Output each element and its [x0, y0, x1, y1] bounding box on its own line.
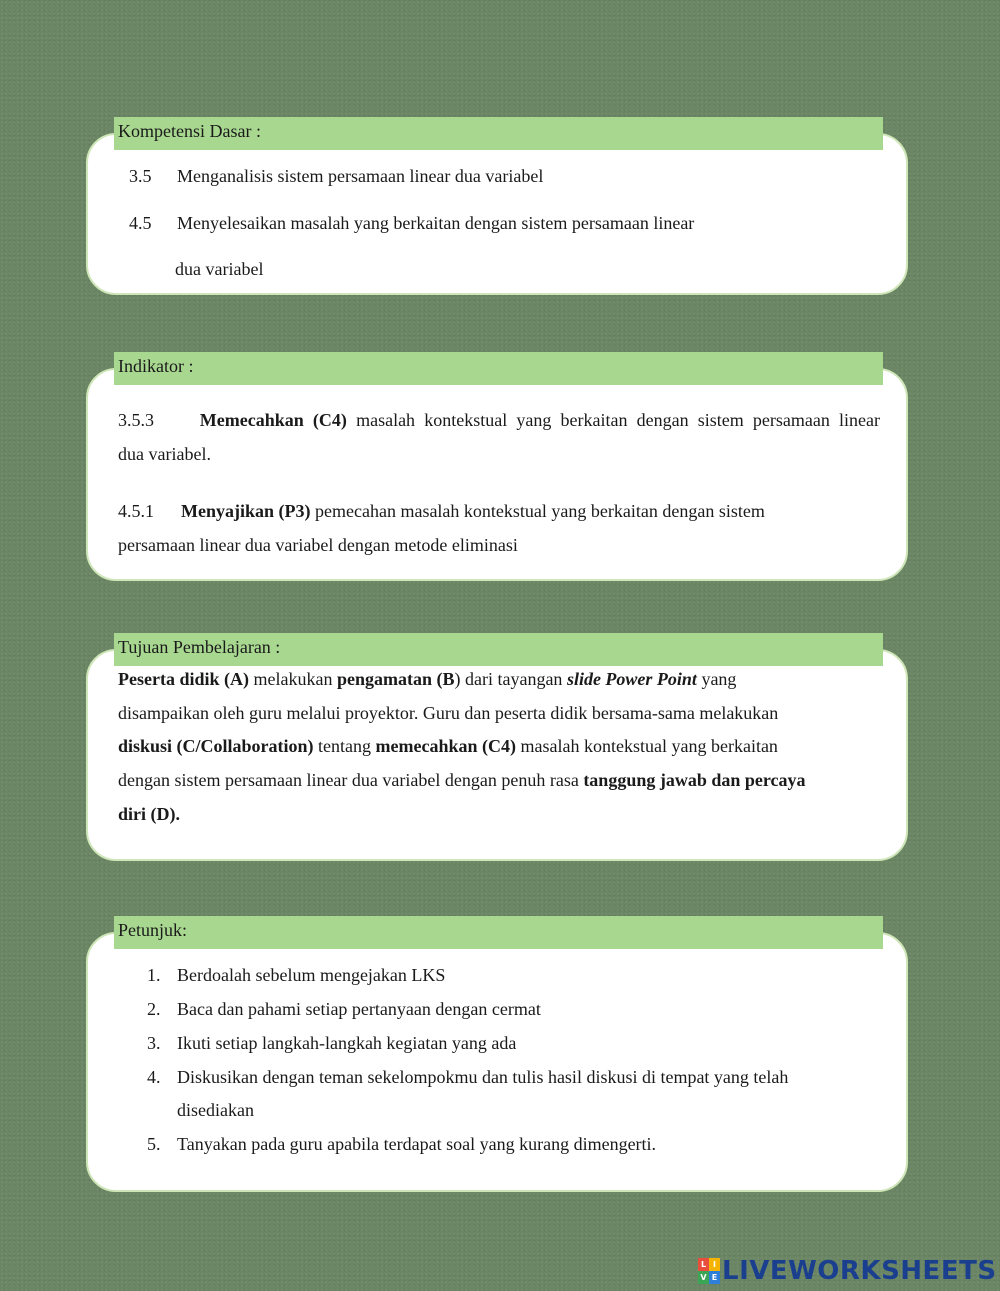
- indikator-header: Indikator :: [114, 352, 883, 385]
- indikator-item-1-bold: Memecahkan (C4): [199, 410, 347, 430]
- tujuan-text-5: masalah kontekstual yang berkaitan: [520, 736, 778, 756]
- tujuan-solve: memecahkan (C4): [375, 736, 517, 756]
- indikator-item-2-bold: Menyajikan (P3): [181, 501, 311, 521]
- tujuan-text-1: melakukan: [253, 669, 333, 689]
- petunjuk-item-2-text: Baca dan pahami setiap pertanyaan dengan cermat: [177, 999, 541, 1019]
- indikator-item-1-line-1: [118, 408, 880, 432]
- tujuan-line-1: [118, 667, 880, 691]
- tujuan-header: Tujuan Pembelajaran :: [114, 633, 883, 666]
- tujuan-text-2: ) dari tayangan: [454, 669, 563, 689]
- petunjuk-item-5-text: Tanyakan pada guru apabila terdapat soal yang kurang dimengerti.: [177, 1134, 657, 1154]
- kd-item-2-text-cont: dua variabel: [175, 259, 264, 279]
- petunjuk-item-3-number: 3.: [147, 1033, 161, 1053]
- liveworksheets-logo-text: LIVEWORKSHEETS: [722, 1256, 997, 1286]
- indikator-item-1-line-2: dua variabel.: [118, 444, 211, 464]
- tujuan-confidence: diri (D).: [118, 804, 180, 824]
- liveworksheets-logo-icon: L I V E: [698, 1258, 720, 1284]
- indikator-item-2-line-2: persamaan linear dua variabel dengan metode eliminasi: [118, 535, 518, 555]
- indikator-item-2-rest: pemecahan masalah kontekstual yang berkaitan dengan sistem: [315, 501, 765, 521]
- petunjuk-item-4-text-cont: disediakan: [177, 1100, 254, 1120]
- tujuan-line-5: [118, 802, 180, 826]
- petunjuk-item-4-number: 4.: [147, 1067, 161, 1087]
- petunjuk-item-2-number: 2.: [147, 999, 161, 1019]
- tujuan-text-6: dengan sistem persamaan linear dua variabel dengan penuh rasa: [118, 770, 579, 790]
- indikator-item-2-number: 4.5.1: [118, 501, 154, 521]
- petunjuk-item-5-number: 5.: [147, 1134, 161, 1154]
- tujuan-line-2: disampaikan oleh guru melalui proyektor. Guru dan peserta didik bersama-sama melakukan: [118, 703, 779, 723]
- petunjuk-item-3-text: Ikuti setiap langkah-langkah kegiatan yang ada: [177, 1033, 517, 1053]
- kd-item-1-text: Menganalisis sistem persamaan linear dua variabel: [177, 166, 544, 186]
- tujuan-text-4: tentang: [318, 736, 372, 756]
- kd-item-2-number: 4.5: [129, 213, 152, 233]
- tujuan-line-3: [118, 734, 834, 758]
- kompetensi-header: Kompetensi Dasar :: [114, 117, 883, 150]
- tujuan-line-4: [118, 768, 880, 792]
- tujuan-subject: Peserta didik (A): [118, 669, 249, 689]
- tujuan-responsibility: tanggung jawab dan percaya: [583, 770, 806, 790]
- tujuan-text-3: yang: [701, 669, 737, 689]
- indikator-item-1-rest: masalah kontekstual yang berkaitan dengan sistem persamaan linear: [356, 410, 880, 430]
- indikator-item-2-line-1: [118, 499, 880, 523]
- petunjuk-item-1-text: Berdoalah sebelum mengejakan LKS: [177, 965, 446, 985]
- indikator-item-1-number: 3.5.3: [118, 410, 154, 430]
- petunjuk-header: Petunjuk:: [114, 916, 883, 949]
- tujuan-discussion: diskusi (C/Collaboration): [118, 736, 314, 756]
- liveworksheets-logo[interactable]: [698, 1257, 997, 1285]
- petunjuk-item-4-text: Diskusikan dengan teman sekelompokmu dan tulis hasil diskusi di tempat yang telah: [177, 1067, 789, 1087]
- petunjuk-item-1-number: 1.: [147, 965, 161, 985]
- kd-item-1-number: 3.5: [129, 166, 152, 186]
- tujuan-media: slide Power Point: [566, 669, 697, 689]
- tujuan-observation: pengamatan (B: [336, 669, 455, 689]
- kd-item-2-text: Menyelesaikan masalah yang berkaitan dengan sistem persamaan linear: [177, 213, 695, 233]
